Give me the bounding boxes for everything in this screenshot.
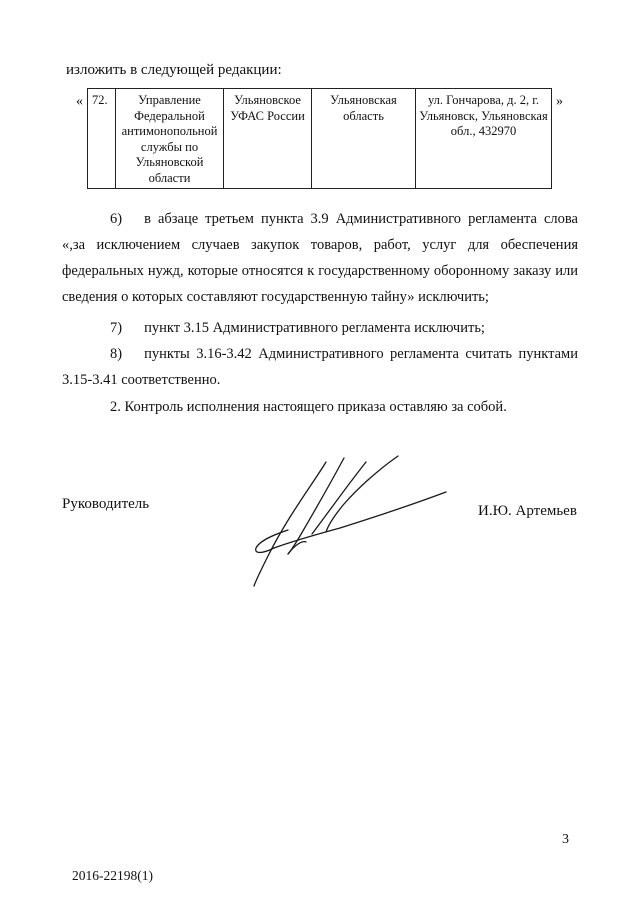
signer-name: И.Ю. Артемьев xyxy=(478,503,577,519)
paragraph-6 xyxy=(62,206,578,310)
cell-authority: Управление Федеральной антимонопольной службы по Ульяновской области xyxy=(116,89,224,189)
document-number: 2016-22198(1) xyxy=(72,868,153,883)
cell-region: Ульяновская область xyxy=(312,89,416,189)
intro-text: изложить в следующей редакции: xyxy=(66,62,282,78)
paragraph-7-number: 7) xyxy=(110,320,123,336)
page-number: 3 xyxy=(562,832,569,847)
paragraph-6-text: в абзаце третьем пункта 3.9 Административного регламента слова «,за исключением случаев закупок товаров, работ, услуг для обеспечения федеральных нужд, которые относятся к государственному оборонному заказу или сведения о которых составляют государственную тайну» исключить; xyxy=(62,211,578,305)
paragraph-control-text: 2. Контроль исполнения настоящего приказа оставляю за собой. xyxy=(110,399,507,415)
signer-role: Руководитель xyxy=(62,496,150,512)
signature-image xyxy=(248,450,452,590)
cell-short-name: Ульяновское УФАС России xyxy=(224,89,312,189)
paragraph-8-number: 8) xyxy=(110,346,123,362)
paragraph-8 xyxy=(62,341,578,393)
table-row xyxy=(88,89,552,189)
quote-open: « xyxy=(76,94,83,109)
quote-close: » xyxy=(556,94,563,109)
paragraph-6-number: 6) xyxy=(110,211,123,227)
cell-address: ул. Гончарова, д. 2, г. Ульяновск, Ульяновская обл., 432970 xyxy=(416,89,552,189)
paragraph-8-text: пункты 3.16-3.42 Административного регламента считать пунктами 3.15-3.41 соответственно. xyxy=(62,346,578,388)
cell-number: 72. xyxy=(88,89,116,189)
amendment-table xyxy=(87,88,552,189)
paragraph-7-text: пункт 3.15 Административного регламента исключить; xyxy=(144,320,485,336)
paragraph-7 xyxy=(62,315,578,341)
paragraph-control xyxy=(62,394,578,420)
